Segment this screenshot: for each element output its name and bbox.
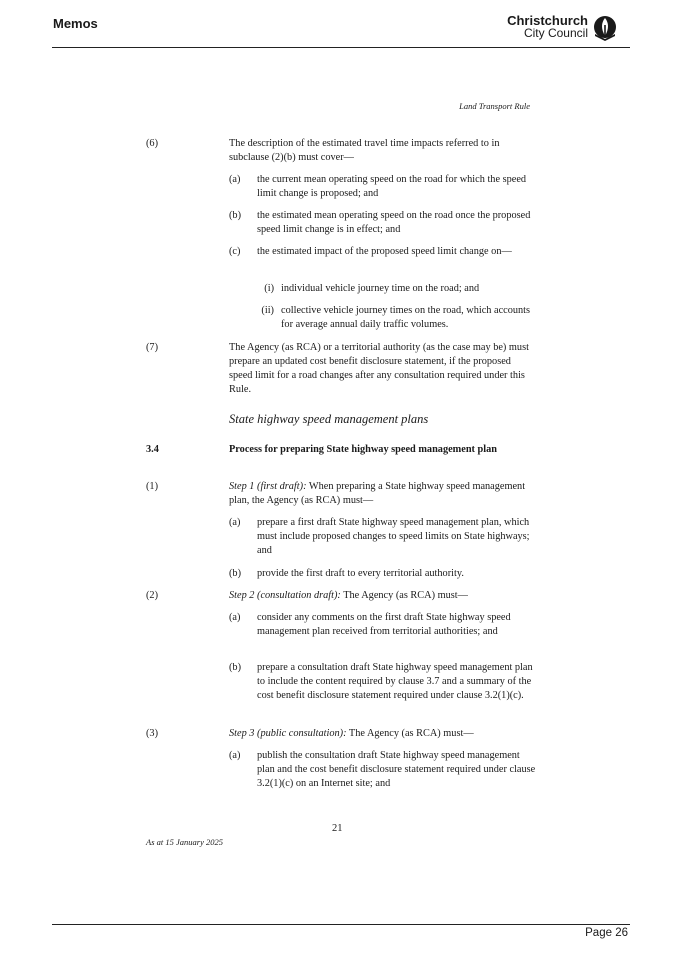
paragraph-text: prepare a first draft State highway speed management plan, which must include proposed changes to speed limits on State highways; and [257,517,530,556]
paragraph-label: (b) [229,210,242,221]
paragraph-text: consider any comments on the first draft State highway speed management plan received from territorial authorities; and [257,612,511,637]
step-number: (3) [146,728,159,739]
step-number: (2) [146,590,159,601]
clause-number: (7) [146,342,159,353]
subparagraph-text: individual vehicle journey time on the road; and [281,283,480,294]
paragraph-text: the estimated impact of the proposed speed limit change on— [257,246,512,257]
paragraph-text: provide the first draft to every territorial authority. [257,568,464,579]
step-number: (1) [146,481,159,492]
step-text [229,589,534,603]
paragraph-text: the estimated mean operating speed on the road once the proposed speed limit change is in effect; and [257,210,531,235]
section-title: Process for preparing State highway speed management plan [229,444,498,455]
paragraph-text: the current mean operating speed on the road for which the speed limit change is proposed; and [257,174,527,199]
section-heading: State highway speed management plans [229,412,429,426]
step-body: The Agency (as RCA) must— [340,590,468,601]
subparagraph-label: (i) [264,283,274,294]
section-number: 3.4 [146,444,159,455]
paragraph-label: (a) [229,517,241,528]
paragraph-label: (c) [229,246,241,257]
council-logo [500,14,620,44]
step-lead: Step 2 (consultation draft): [229,590,341,601]
memos-title: Memos [53,16,98,31]
paragraph-label: (a) [229,750,241,761]
paragraph-label: (b) [229,568,242,579]
subparagraph-text: collective vehicle journey times on the road, which accounts for average annual daily traffic volumes. [281,305,531,330]
paragraph-label: (a) [229,612,241,623]
footer-divider [52,924,630,925]
council-leaf-icon [592,15,618,41]
step-lead: Step 3 (public consultation): [229,728,347,739]
logo-line-1: Christchurch [507,13,588,28]
step-body: The Agency (as RCA) must— [346,728,474,739]
logo-line-2: City Council [523,26,588,40]
header-divider [52,47,630,48]
step-lead: Step 1 (first draft): [229,481,307,492]
paragraph-label: (a) [229,174,241,185]
step-text [229,480,534,508]
clause-number: (6) [146,138,159,149]
paragraph-text: prepare a consultation draft State highway speed management plan to include the content required by clause 3.7 and a summary of the cost benefit disclosure statement required under clause 3.2(1)(c). [257,662,533,701]
clause-text: The Agency (as RCA) or a territorial authority (as the case may be) must prepare an updated cost benefit disclosure statement, if the proposed speed limit for a road changes after any consultation required under this Rule. [229,342,529,395]
paragraph-label: (b) [229,662,242,673]
clause-text: The description of the estimated travel time impacts referred to in subclause (2)(b) must cover— [229,138,500,163]
subparagraph-label: (ii) [261,305,274,316]
page-label: Page 26 [585,927,628,939]
running-header: Land Transport Rule [459,101,530,111]
document-page-number: 21 [332,823,343,834]
paragraph-text: publish the consultation draft State highway speed management plan and the cost benefit disclosure statement required under clause 3.2(1)(c) on an Internet site; and [257,750,536,789]
as-at-date: As at 15 January 2025 [146,837,223,847]
step-body: When preparing a State highway speed management plan, the Agency (as RCA) must— [229,481,526,506]
step-text [229,727,534,741]
